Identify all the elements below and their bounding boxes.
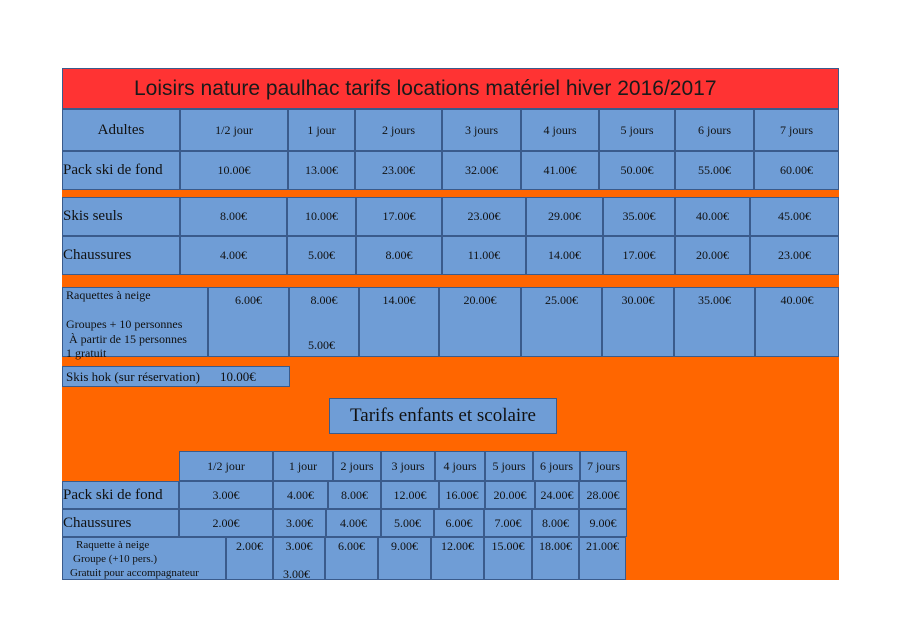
row-label-chaussures: Chaussures (62, 236, 180, 275)
price-cell: 60.00€ (754, 151, 839, 190)
price-cell: 11.00€ (442, 236, 526, 275)
price-cell: 55.00€ (675, 151, 754, 190)
adult-duration: 6 jours (675, 109, 754, 151)
price-cell: 45.00€ (750, 197, 839, 236)
price-cell: 8.00€ (328, 481, 381, 509)
price-cell: 2.00€ (226, 537, 273, 580)
raquettes-label: Raquettes à neige (66, 288, 151, 302)
price-cell: 9.00€ (579, 509, 627, 537)
adult-duration: 1/2 jour (180, 109, 288, 151)
price-cell: 35.00€ (674, 287, 755, 357)
price-value: 8.00€ (310, 293, 338, 307)
kids-duration: 3 jours (381, 451, 435, 481)
price-cell: 2.00€ (179, 509, 273, 537)
price-cell: 10.00€ (180, 151, 288, 190)
price-cell: 6.00€ (208, 287, 289, 357)
price-cell: 12.00€ (381, 481, 439, 509)
price-cell: 8.00€ (356, 236, 442, 275)
price-cell: 8.00€ (180, 197, 287, 236)
price-cell: 5.00€ (287, 236, 356, 275)
price-value: 3.00€ (285, 539, 313, 553)
row-label-skis-seuls: Skis seuls (62, 197, 180, 236)
price-cell: 12.00€ (431, 537, 484, 580)
price-cell: 6.00€ (434, 509, 484, 537)
kids-duration: 4 jours (435, 451, 485, 481)
price-cell: 5.00€ (381, 509, 434, 537)
skis-hok-label: Skis hok (sur réservation) (66, 368, 200, 384)
adult-duration: 3 jours (442, 109, 521, 151)
page-title: Loisirs nature paulhac tarifs locations matériel hiver 2016/2017 (62, 68, 839, 109)
a-partir-label: À partir de 15 personnes (69, 332, 187, 346)
kids-duration: 5 jours (485, 451, 533, 481)
price-cell: 4.00€ (326, 509, 381, 537)
price-cell: 15.00€ (484, 537, 532, 580)
kids-duration: 1 jour (273, 451, 333, 481)
orange-strip-2 (62, 275, 839, 287)
kids-section-title: Tarifs enfants et scolaire (329, 398, 557, 434)
skis-hok-box (62, 366, 290, 387)
price-cell: 50.00€ (599, 151, 675, 190)
gratuit-label: 1 gratuit (66, 346, 107, 360)
kids-row-label-raquette (62, 537, 226, 580)
price-cell: 40.00€ (755, 287, 839, 357)
price-cell: 7.00€ (484, 509, 532, 537)
adult-duration: 5 jours (599, 109, 675, 151)
price-cell: 4.00€ (273, 481, 328, 509)
kids-groupe-label: Groupe (+10 pers.) (73, 553, 158, 565)
price-cell: 41.00€ (521, 151, 599, 190)
kids-duration: 6 jours (533, 451, 580, 481)
row-label-pack-ski: Pack ski de fond (62, 151, 180, 190)
adult-duration: 4 jours (521, 109, 599, 151)
price-cell: 6.00€ (325, 537, 378, 580)
price-cell: 10.00€ (287, 197, 356, 236)
price-cell: 3.00€ (179, 481, 273, 509)
price-cell: 8.00€ (532, 509, 579, 537)
adult-header-label: Adultes (62, 109, 180, 151)
price-cell: 17.00€ (603, 236, 675, 275)
adult-duration: 1 jour (288, 109, 355, 151)
row-label-raquettes (62, 287, 208, 360)
price-cell: 21.00€ (579, 537, 626, 580)
price-cell-raquettes-1-jour (289, 287, 359, 357)
group-price: 5.00€ (308, 338, 335, 352)
price-cell: 4.00€ (180, 236, 287, 275)
price-cell-kids-raquette-1-jour (273, 537, 325, 580)
price-cell: 24.00€ (535, 481, 579, 509)
price-cell: 32.00€ (442, 151, 521, 190)
group-price: 3.00€ (283, 567, 310, 581)
price-cell: 23.00€ (750, 236, 839, 275)
price-cell: 13.00€ (288, 151, 355, 190)
skis-hok-price: 10.00€ (219, 368, 256, 384)
price-cell: 29.00€ (526, 197, 603, 236)
price-cell: 17.00€ (356, 197, 442, 236)
orange-strip-1 (62, 190, 839, 197)
kids-duration: 1/2 jour (179, 451, 273, 481)
kids-row-label-chaussures: Chaussures (62, 509, 179, 537)
price-cell: 25.00€ (521, 287, 602, 357)
kids-row-label-pack-ski: Pack ski de fond (62, 481, 179, 509)
price-cell: 14.00€ (526, 236, 603, 275)
price-cell: 20.00€ (675, 236, 750, 275)
price-cell: 20.00€ (485, 481, 535, 509)
adult-duration: 2 jours (355, 109, 442, 151)
price-cell: 14.00€ (359, 287, 439, 357)
price-cell: 35.00€ (603, 197, 675, 236)
price-cell: 30.00€ (602, 287, 674, 357)
kids-raquette-label: Raquette à neige (76, 539, 150, 551)
adult-duration: 7 jours (754, 109, 839, 151)
price-cell: 28.00€ (579, 481, 627, 509)
price-cell: 23.00€ (355, 151, 442, 190)
kids-gratuit-label: Gratuit pour accompagnateur (70, 567, 199, 579)
price-cell: 23.00€ (442, 197, 526, 236)
kids-duration: 7 jours (580, 451, 627, 481)
price-cell: 3.00€ (273, 509, 326, 537)
price-cell: 9.00€ (378, 537, 431, 580)
kids-duration: 2 jours (333, 451, 381, 481)
price-cell: 20.00€ (439, 287, 521, 357)
groupes-label: Groupes + 10 personnes (66, 317, 183, 331)
price-cell: 16.00€ (439, 481, 485, 509)
price-cell: 18.00€ (532, 537, 579, 580)
price-cell: 40.00€ (675, 197, 750, 236)
